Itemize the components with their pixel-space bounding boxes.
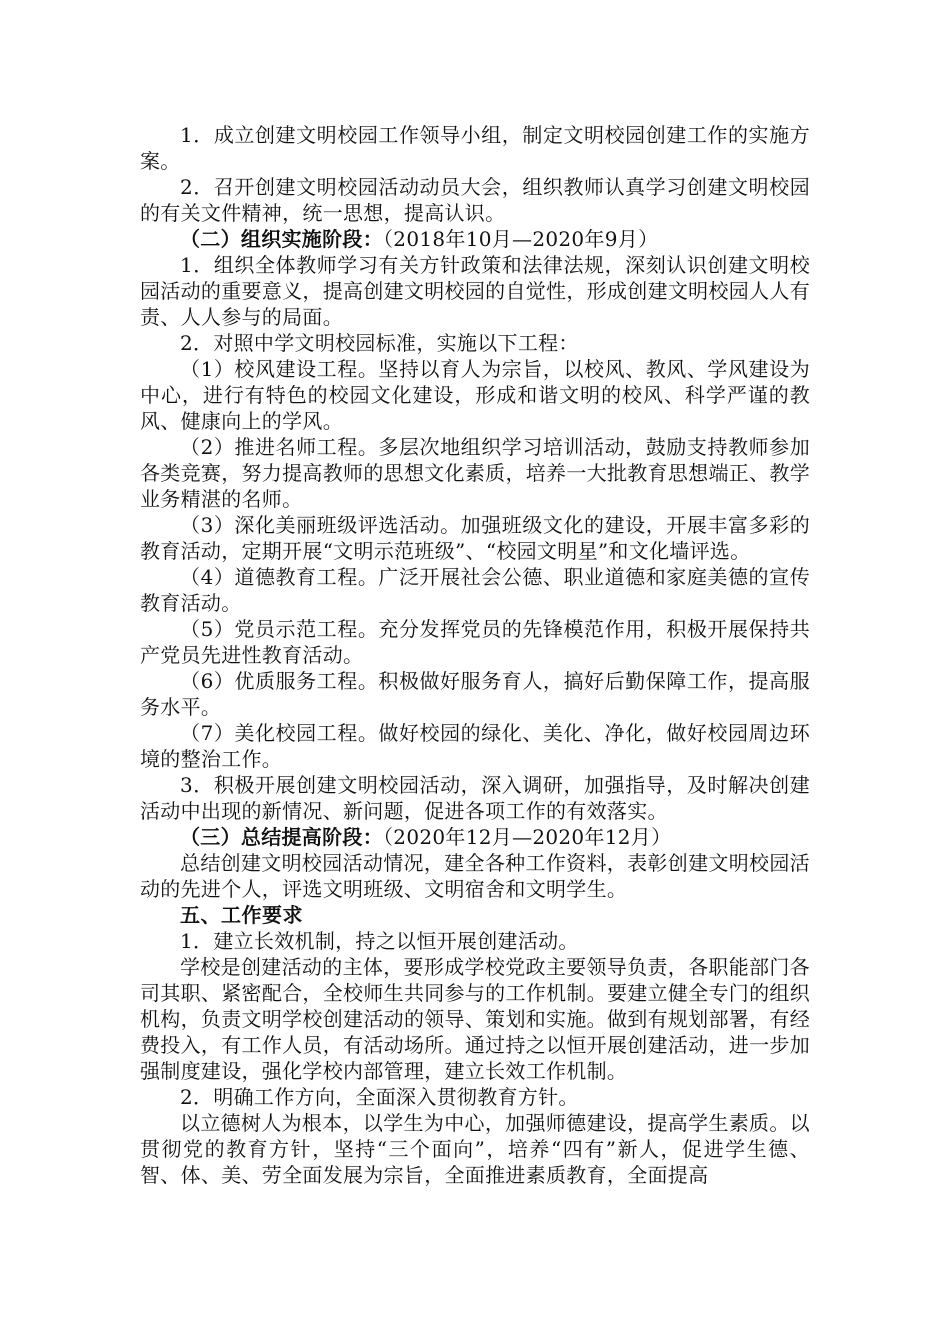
paragraph: （7）美化校园工程。做好校园的绿化、美化、净化，做好校园周边环境的整治工作。	[140, 721, 810, 771]
document-page	[140, 122, 810, 1188]
section-subheading	[140, 226, 810, 252]
paragraph: （3）深化美丽班级评选活动。加强班级文化的建设，开展丰富多彩的教育活动，定期开展“文明示范班级”、“校园文明星”和文化墙评选。	[140, 513, 810, 563]
paragraph: （2）推进名师工程。多层次地组织学习培训活动，鼓励支持教师参加各类竞赛，努力提高教师的思想文化素质，培养一大批教育思想端正、教学业务精湛的名师。	[140, 435, 810, 511]
section-subheading	[140, 824, 810, 850]
paragraph: 2．明确工作方向，全面深入贯彻教育方针。	[180, 1085, 579, 1109]
paragraph: 以立德树人为根本，以学生为中心，加强师德建设，提高学生素质。以贯彻党的教育方针，坚持“三个面向”，培养“四有”新人，促进学生德、智、体、美、劳全面发展为宗旨，全面推进素质教育，全面提高	[140, 1111, 810, 1187]
subheading-date: （2020年12月—2020年12月）	[383, 825, 672, 849]
paragraph: （6）优质服务工程。积极做好服务育人，搞好后勤保障工作，提高服务水平。	[140, 669, 810, 719]
paragraph: 3．积极开展创建文明校园活动，深入调研，加强指导，及时解决创建活动中出现的新情况、新问题，促进各项工作的有效落实。	[140, 773, 810, 823]
subheading-label: （二）组织实施阶段：	[180, 227, 383, 251]
paragraph: （4）道德教育工程。广泛开展社会公德、职业道德和家庭美德的宣传教育活动。	[140, 565, 810, 615]
paragraph: 1．建立长效机制，持之以恒开展创建活动。	[180, 929, 579, 953]
paragraph: 总结创建文明校园活动情况，建全各种工作资料，表彰创建文明校园活动的先进个人，评选文明班级、文明宿舍和文明学生。	[140, 851, 810, 901]
paragraph: 学校是创建活动的主体，要形成学校党政主要领导负责，各职能部门各司其职、紧密配合，全校师生共同参与的工作机制。要建立健全专门的组织机构，负责文明学校创建活动的领导、策划和实施。做到有规划部署，有经费投入，有工作人员，有活动场所。通过持之以恒开展创建活动，进一步加强制度建设，强化学校内部管理，建立长效工作机制。	[140, 955, 810, 1083]
subheading-label: （三）总结提高阶段：	[180, 825, 383, 849]
paragraph: 2．召开创建文明校园活动动员大会，组织教师认真学习创建文明校园的有关文件精神，统一思想，提高认识。	[140, 175, 810, 225]
paragraph: （5）党员示范工程。充分发挥党员的先锋模范作用，积极开展保持共产党员先进性教育活动。	[140, 617, 810, 667]
paragraph: 1．组织全体教师学习有关方针政策和法律法规，深刻认识创建文明校园活动的重要意义，提高创建文明校园的自觉性，形成创建文明校园人人有责、人人参与的局面。	[140, 253, 810, 329]
subheading-date: （2018年10月—2020年9月）	[383, 227, 659, 251]
paragraph: 1．成立创建文明校园工作领导小组，制定文明校园创建工作的实施方案。	[140, 123, 810, 173]
paragraph: 2．对照中学文明校园标准，实施以下工程：	[180, 331, 579, 355]
paragraph: （1）校风建设工程。坚持以育人为宗旨，以校风、教风、学风建设为中心，进行有特色的校园文化建设，形成和谐文明的校风、科学严谨的教风、健康向上的学风。	[140, 357, 810, 433]
section-heading: 五、工作要求	[180, 903, 303, 927]
